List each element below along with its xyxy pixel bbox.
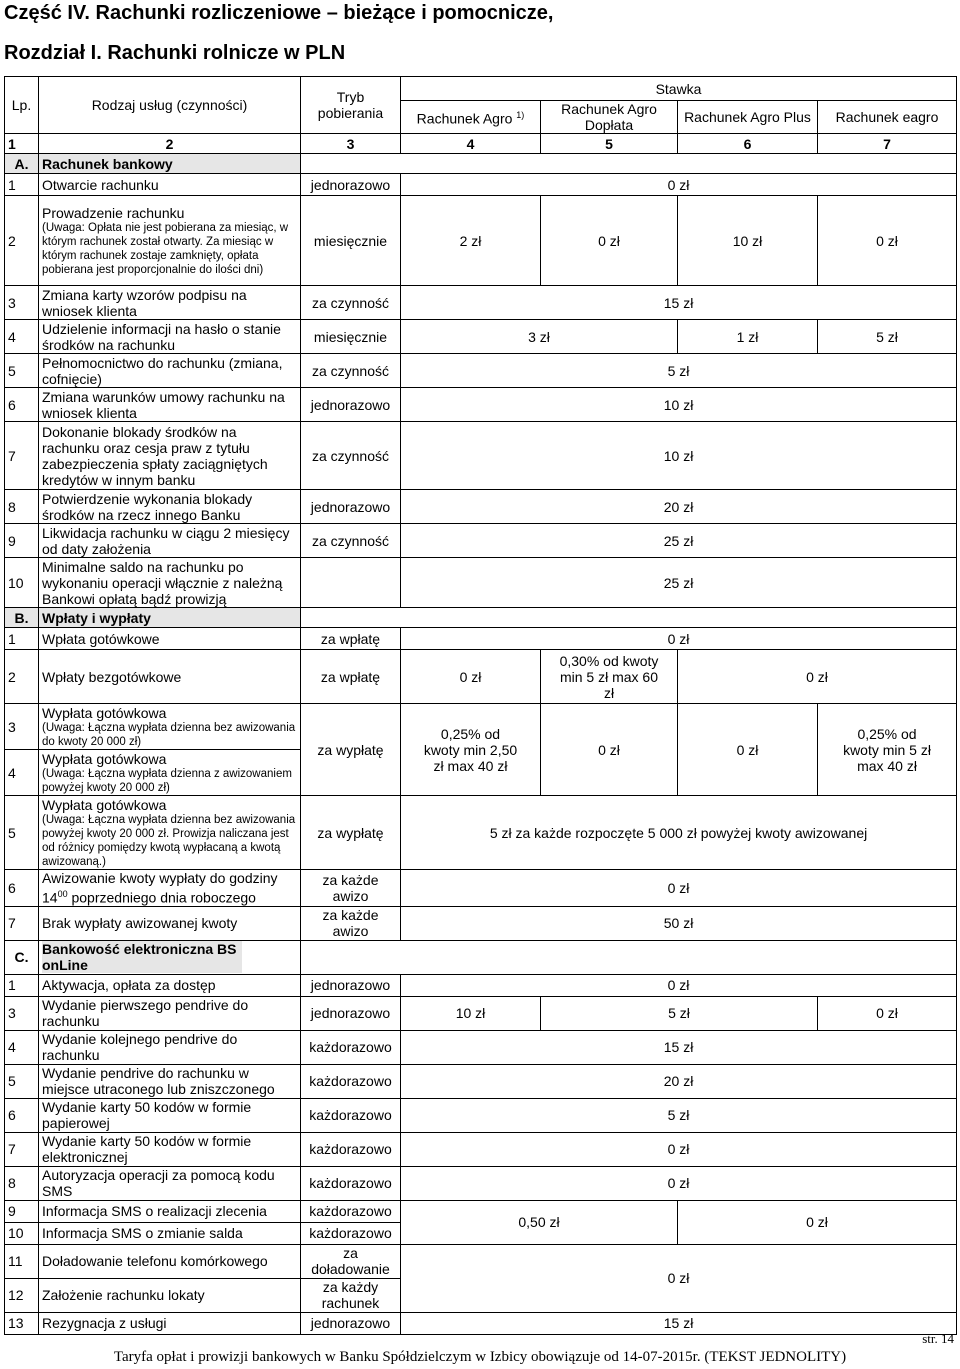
service-name: Aktywacja, opłata za dostęp bbox=[39, 974, 301, 996]
header-service: Rodzaj usług (czynności) bbox=[39, 77, 301, 134]
col-num-4: 4 bbox=[401, 134, 541, 154]
section-b-name: Wpłaty i wypłaty bbox=[39, 608, 301, 628]
page-title: Część IV. Rachunki rozliczeniowe – bieżące i pomocnicze, bbox=[4, 2, 554, 24]
section-a-blank bbox=[301, 154, 957, 174]
fee-value: 5 zł bbox=[401, 354, 957, 388]
row-number: 5 bbox=[5, 1064, 39, 1098]
service-name bbox=[39, 750, 301, 796]
header-agro-footnote: 1) bbox=[516, 110, 525, 121]
section-c-name bbox=[39, 940, 301, 974]
header-lp: Lp. bbox=[5, 77, 39, 134]
charge-mode: każdorazowo bbox=[301, 1098, 401, 1132]
service-name: Autoryzacja operacji za pomocą kodu SMS bbox=[39, 1166, 301, 1200]
service-name: Zmiana warunków umowy rachunku na wniosek klienta bbox=[39, 388, 301, 422]
header-agro-label: Rachunek Agro bbox=[416, 110, 513, 127]
row-number: 2 bbox=[5, 196, 39, 286]
row-number: 4 bbox=[5, 750, 39, 796]
service-name: Minimalne saldo na rachunku po wykonaniu operacji włącznie z należną Bankowi opłatą bądź prowizją bbox=[39, 558, 301, 608]
service-note: (Uwaga: Łączna wypłata dzienna bez awizowania powyżej kwoty 20 000 zł. Prowizja naliczana jest od różnicy pomiędzy kwotą wypłacaną a kwotą awizowaną.) bbox=[42, 813, 296, 868]
table-row bbox=[5, 1132, 957, 1166]
row-number: 5 bbox=[5, 354, 39, 388]
charge-mode bbox=[301, 558, 401, 608]
fee-value: 0 zł bbox=[401, 870, 957, 907]
fee-eagro: 0 zł bbox=[818, 996, 957, 1030]
table-row bbox=[5, 1098, 957, 1132]
charge-mode: każdorazowo bbox=[301, 1064, 401, 1098]
row-number: 8 bbox=[5, 1166, 39, 1200]
section-c-letter: C. bbox=[5, 940, 39, 974]
service-name: Brak wypłaty awizowanej kwoty bbox=[39, 906, 301, 940]
fee-agro-doplata: 0 zł bbox=[541, 196, 678, 286]
row-number: 9 bbox=[5, 1200, 39, 1222]
charge-mode: za czynność bbox=[301, 422, 401, 490]
charge-mode: jednorazowo bbox=[301, 174, 401, 196]
charge-mode: za wpłatę bbox=[301, 650, 401, 704]
fee-value: 25 zł bbox=[401, 558, 957, 608]
fee-value: 5 zł za każde rozpoczęte 5 000 zł powyżej kwoty awizowanej bbox=[401, 796, 957, 870]
col-num-2: 2 bbox=[39, 134, 301, 154]
section-c-name-text: Bankowość elektroniczna BS onLine bbox=[42, 941, 242, 973]
service-name-main: Prowadzenie rachunku bbox=[42, 204, 185, 221]
fee-value: 5 zł bbox=[401, 1098, 957, 1132]
service-name: Otwarcie rachunku bbox=[39, 174, 301, 196]
row-number: 10 bbox=[5, 558, 39, 608]
table-row bbox=[5, 320, 957, 354]
col-num-3: 3 bbox=[301, 134, 401, 154]
row-number: 6 bbox=[5, 870, 39, 907]
row-number: 3 bbox=[5, 704, 39, 750]
service-name: Informacja SMS o realizacji zlecenia bbox=[39, 1200, 301, 1222]
fee-value: 0 zł bbox=[401, 628, 957, 650]
service-name: Pełnomocnictwo do rachunku (zmiana, cofnięcie) bbox=[39, 354, 301, 388]
service-name: Dokonanie blokady środków na rachunku oraz cesja praw z tytułu zabezpieczenia spłaty zaciągniętych kredytów w innym banku bbox=[39, 422, 301, 490]
row-number: 2 bbox=[5, 650, 39, 704]
fee-eagro: 0,25% od kwoty min 5 zł max 40 zł bbox=[818, 704, 957, 796]
row-number: 5 bbox=[5, 796, 39, 870]
fee-agro: 10 zł bbox=[401, 996, 541, 1030]
fee-value: 15 zł bbox=[401, 1030, 957, 1064]
row-number: 6 bbox=[5, 1098, 39, 1132]
row-number: 9 bbox=[5, 524, 39, 558]
table-row bbox=[5, 870, 957, 907]
service-name-main: Wypłata gotówkowa bbox=[42, 704, 167, 721]
table-row bbox=[5, 286, 957, 320]
charge-mode: jednorazowo bbox=[301, 1312, 401, 1334]
row-number: 12 bbox=[5, 1278, 39, 1312]
row-number: 13 bbox=[5, 1312, 39, 1334]
table-row bbox=[5, 196, 957, 286]
fee-value: 0 zł bbox=[401, 1132, 957, 1166]
row-number: 1 bbox=[5, 174, 39, 196]
charge-mode: za wypłatę bbox=[301, 796, 401, 870]
charge-mode: za czynność bbox=[301, 354, 401, 388]
fee-agro: 2 zł bbox=[401, 196, 541, 286]
table-row bbox=[5, 1200, 957, 1222]
header-mode: Tryb pobierania bbox=[301, 77, 401, 134]
service-name bbox=[39, 796, 301, 870]
service-name: Informacja SMS o zmianie salda bbox=[39, 1222, 301, 1244]
row-number: 7 bbox=[5, 422, 39, 490]
fee-value: 0 zł bbox=[401, 1244, 957, 1312]
charge-mode: za wypłatę bbox=[301, 704, 401, 796]
row-number: 8 bbox=[5, 490, 39, 524]
fee-value: 20 zł bbox=[401, 490, 957, 524]
fee-value: 0 zł bbox=[401, 174, 957, 196]
fee-agro-plus: 10 zł bbox=[678, 196, 818, 286]
charge-mode: każdorazowo bbox=[301, 1222, 401, 1244]
fee-agro: 0,25% od kwoty min 2,50 zł max 40 zł bbox=[401, 704, 541, 796]
row-number: 1 bbox=[5, 974, 39, 996]
page-number: str. 14 bbox=[922, 1331, 954, 1346]
fee-value: 50 zł bbox=[401, 906, 957, 940]
fee-value: 15 zł bbox=[401, 1312, 957, 1334]
table-row bbox=[5, 174, 957, 196]
col-num-6: 6 bbox=[678, 134, 818, 154]
row-number: 7 bbox=[5, 1132, 39, 1166]
charge-mode: za czynność bbox=[301, 286, 401, 320]
charge-mode: jednorazowo bbox=[301, 974, 401, 996]
section-b-blank bbox=[301, 608, 957, 628]
row-number: 3 bbox=[5, 286, 39, 320]
fee-agro-doplata: 0 zł bbox=[541, 704, 678, 796]
service-name: Wpłaty bezgotówkowe bbox=[39, 650, 301, 704]
charge-mode: za czynność bbox=[301, 524, 401, 558]
charge-mode: jednorazowo bbox=[301, 388, 401, 422]
row-number: 3 bbox=[5, 996, 39, 1030]
service-name: Doładowanie telefonu komórkowego bbox=[39, 1244, 301, 1278]
table-row bbox=[5, 490, 957, 524]
fee-value: 15 zł bbox=[401, 286, 957, 320]
section-b-letter: B. bbox=[5, 608, 39, 628]
header-agro bbox=[401, 101, 541, 134]
service-name: Wydanie karty 50 kodów w formie elektronicznej bbox=[39, 1132, 301, 1166]
table-row bbox=[5, 650, 957, 704]
row-number: 1 bbox=[5, 628, 39, 650]
charge-mode: za każdy rachunek bbox=[301, 1278, 401, 1312]
charge-mode: za każde awizo bbox=[301, 906, 401, 940]
fee-eagro: 5 zł bbox=[818, 320, 957, 354]
column-numbers-row bbox=[5, 134, 957, 154]
header-row bbox=[5, 77, 957, 101]
service-name bbox=[39, 196, 301, 286]
table-row bbox=[5, 796, 957, 870]
table-row bbox=[5, 1166, 957, 1200]
service-note: (Uwaga: Łączna wypłata dzienna z awizowaniem powyżej kwoty 20 000 zł) bbox=[42, 767, 292, 794]
service-name: Wydanie pendrive do rachunku w miejsce utraconego lub zniszczonego bbox=[39, 1064, 301, 1098]
fee-value: 0 zł bbox=[401, 1166, 957, 1200]
fee-value: 10 zł bbox=[401, 422, 957, 490]
charge-mode: jednorazowo bbox=[301, 996, 401, 1030]
fee-agro: 3 zł bbox=[401, 320, 678, 354]
row-number: 11 bbox=[5, 1244, 39, 1278]
service-name-main: Wypłata gotówkowa bbox=[42, 796, 167, 813]
table-row bbox=[5, 354, 957, 388]
section-a-header bbox=[5, 154, 957, 174]
fee-agro-plus: 0 zł bbox=[678, 704, 818, 796]
service-note: (Uwaga: Łączna wypłata dzienna bez awizowania do kwoty 20 000 zł) bbox=[42, 721, 296, 748]
fee-agro-plus: 1 zł bbox=[678, 320, 818, 354]
header-rate: Stawka bbox=[401, 77, 957, 101]
section-b-header bbox=[5, 608, 957, 628]
charge-mode: każdorazowo bbox=[301, 1132, 401, 1166]
fee-agro: 0 zł bbox=[401, 650, 541, 704]
table-row bbox=[5, 524, 957, 558]
service-name: Wydanie kolejnego pendrive do rachunku bbox=[39, 1030, 301, 1064]
section-c-blank bbox=[301, 940, 957, 974]
table-row bbox=[5, 388, 957, 422]
fee-eagro: 0 zł bbox=[818, 196, 957, 286]
fee-value: 25 zł bbox=[401, 524, 957, 558]
header-agro-doplata: Rachunek Agro Dopłata bbox=[541, 101, 678, 134]
service-name: Wydanie karty 50 kodów w formie papierowej bbox=[39, 1098, 301, 1132]
fee-rest: 0 zł bbox=[678, 650, 957, 704]
service-note: (Uwaga: Opłata nie jest pobierana za miesiąc, w którym rachunek został otwarty. Za miesiąc w którym rachunek zostaje zamknięty, opłata pobierana jest proporcjonalnie do ilości dni) bbox=[42, 221, 289, 276]
charge-mode: za każde awizo bbox=[301, 870, 401, 907]
row-number: 10 bbox=[5, 1222, 39, 1244]
table-row bbox=[5, 996, 957, 1030]
fee-table bbox=[4, 76, 957, 1335]
table-row bbox=[5, 974, 957, 996]
header-eagro: Rachunek eagro bbox=[818, 101, 957, 134]
service-name: Zmiana karty wzorów podpisu na wniosek klienta bbox=[39, 286, 301, 320]
col-num-7: 7 bbox=[818, 134, 957, 154]
section-a-letter: A. bbox=[5, 154, 39, 174]
table-row bbox=[5, 558, 957, 608]
row-number: 4 bbox=[5, 1030, 39, 1064]
charge-mode: jednorazowo bbox=[301, 490, 401, 524]
page-footer: Taryfa opłat i prowizji bankowych w Banku Spółdzielczym w Izbicy obowiązuje od 14-07-2015r. (TEKST JEDNOLITY) bbox=[113, 1349, 847, 1365]
charge-mode: każdorazowo bbox=[301, 1030, 401, 1064]
charge-mode: za wpłatę bbox=[301, 628, 401, 650]
service-name-main: Wypłata gotówkowa bbox=[42, 750, 167, 767]
table-row bbox=[5, 422, 957, 490]
service-name: Wpłata gotówkowe bbox=[39, 628, 301, 650]
section-a-name: Rachunek bankowy bbox=[39, 154, 301, 174]
table-row bbox=[5, 1030, 957, 1064]
service-name: Rezygnacja z usługi bbox=[39, 1312, 301, 1334]
row-number: 6 bbox=[5, 388, 39, 422]
table-row bbox=[5, 1312, 957, 1334]
service-name-end: poprzedniego dnia roboczego bbox=[71, 889, 256, 906]
charge-mode: każdorazowo bbox=[301, 1166, 401, 1200]
fee-mid: 5 zł bbox=[541, 996, 818, 1030]
service-name-main: Awizowanie kwoty wypłaty do godziny 14 bbox=[42, 870, 278, 906]
charge-mode: każdorazowo bbox=[301, 1200, 401, 1222]
row-number: 4 bbox=[5, 320, 39, 354]
table-row bbox=[5, 704, 957, 750]
service-name: Likwidacja rachunku w ciągu 2 miesięcy od daty założenia bbox=[39, 524, 301, 558]
fee-value: 20 zł bbox=[401, 1064, 957, 1098]
service-name: Potwierdzenie wykonania blokady środków na rzecz innego Banku bbox=[39, 490, 301, 524]
section-c-header bbox=[5, 940, 957, 974]
service-name: Wydanie pierwszego pendrive do rachunku bbox=[39, 996, 301, 1030]
hour-superscript: 00 bbox=[57, 889, 68, 899]
table-row bbox=[5, 628, 957, 650]
col-num-5: 5 bbox=[541, 134, 678, 154]
service-name bbox=[39, 704, 301, 750]
table-row bbox=[5, 1244, 957, 1278]
service-name: Udzielenie informacji na hasło o stanie środków na rachunku bbox=[39, 320, 301, 354]
service-name bbox=[39, 870, 301, 907]
charge-mode: za doładowanie bbox=[301, 1244, 401, 1278]
charge-mode: miesięcznie bbox=[301, 196, 401, 286]
charge-mode: miesięcznie bbox=[301, 320, 401, 354]
col-num-1: 1 bbox=[5, 134, 39, 154]
fee-agro-doplata: 0,50 zł bbox=[401, 1200, 678, 1244]
header-agro-plus: Rachunek Agro Plus bbox=[678, 101, 818, 134]
fee-plus-eagro: 0 zł bbox=[678, 1200, 957, 1244]
service-name: Założenie rachunku lokaty bbox=[39, 1278, 301, 1312]
fee-value: 0 zł bbox=[401, 974, 957, 996]
fee-agro-doplata: 0,30% od kwoty min 5 zł max 60 zł bbox=[541, 650, 678, 704]
fee-value: 10 zł bbox=[401, 388, 957, 422]
chapter-title: Rozdział I. Rachunki rolnicze w PLN bbox=[4, 42, 346, 64]
table-row bbox=[5, 906, 957, 940]
row-number: 7 bbox=[5, 906, 39, 940]
table-row bbox=[5, 1064, 957, 1098]
